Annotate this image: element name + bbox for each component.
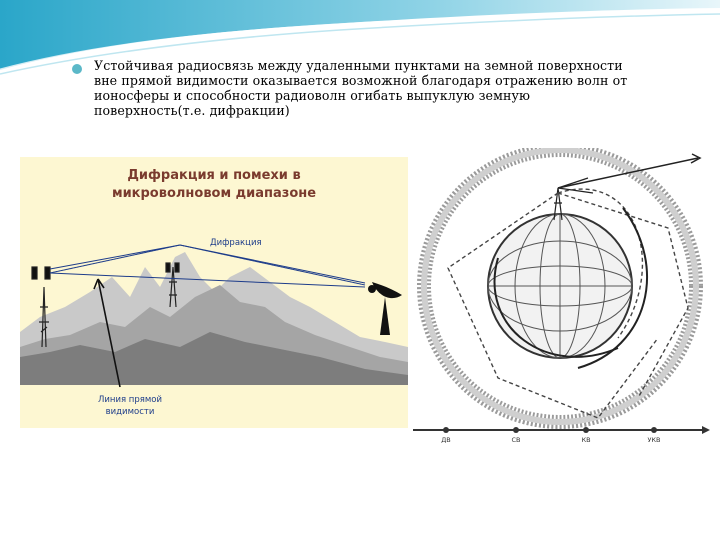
figure-title-line2: микроволновом диапазоне <box>111 186 317 201</box>
ionosphere-globe-figure <box>408 148 712 448</box>
band-label-mw: СВ <box>511 436 521 444</box>
figure-bottom-band <box>20 385 408 428</box>
globe-icon <box>488 214 632 358</box>
bullet-text: Устойчивая радиосвязь между удаленными пунктами на земной поверхности вне прямой видимости оказывается возможной благодаря отражению волн от ионосферы и способности радиоволн огибать выпуклую земную поверхность(т.е. дифракции) <box>94 58 628 118</box>
los-label-line1: Линия прямой <box>97 395 163 405</box>
los-label-line2: видимости <box>105 407 155 417</box>
band-label-lw: ДВ <box>441 436 451 444</box>
diffraction-label: Дифракция <box>210 238 262 248</box>
band-label-vhf: УКВ <box>647 436 661 444</box>
diffraction-figure <box>20 157 408 428</box>
figure-title-line1: Дифракция и помехи в <box>127 168 301 183</box>
band-label-sw: КВ <box>581 436 591 444</box>
bullet-marker <box>72 64 82 74</box>
